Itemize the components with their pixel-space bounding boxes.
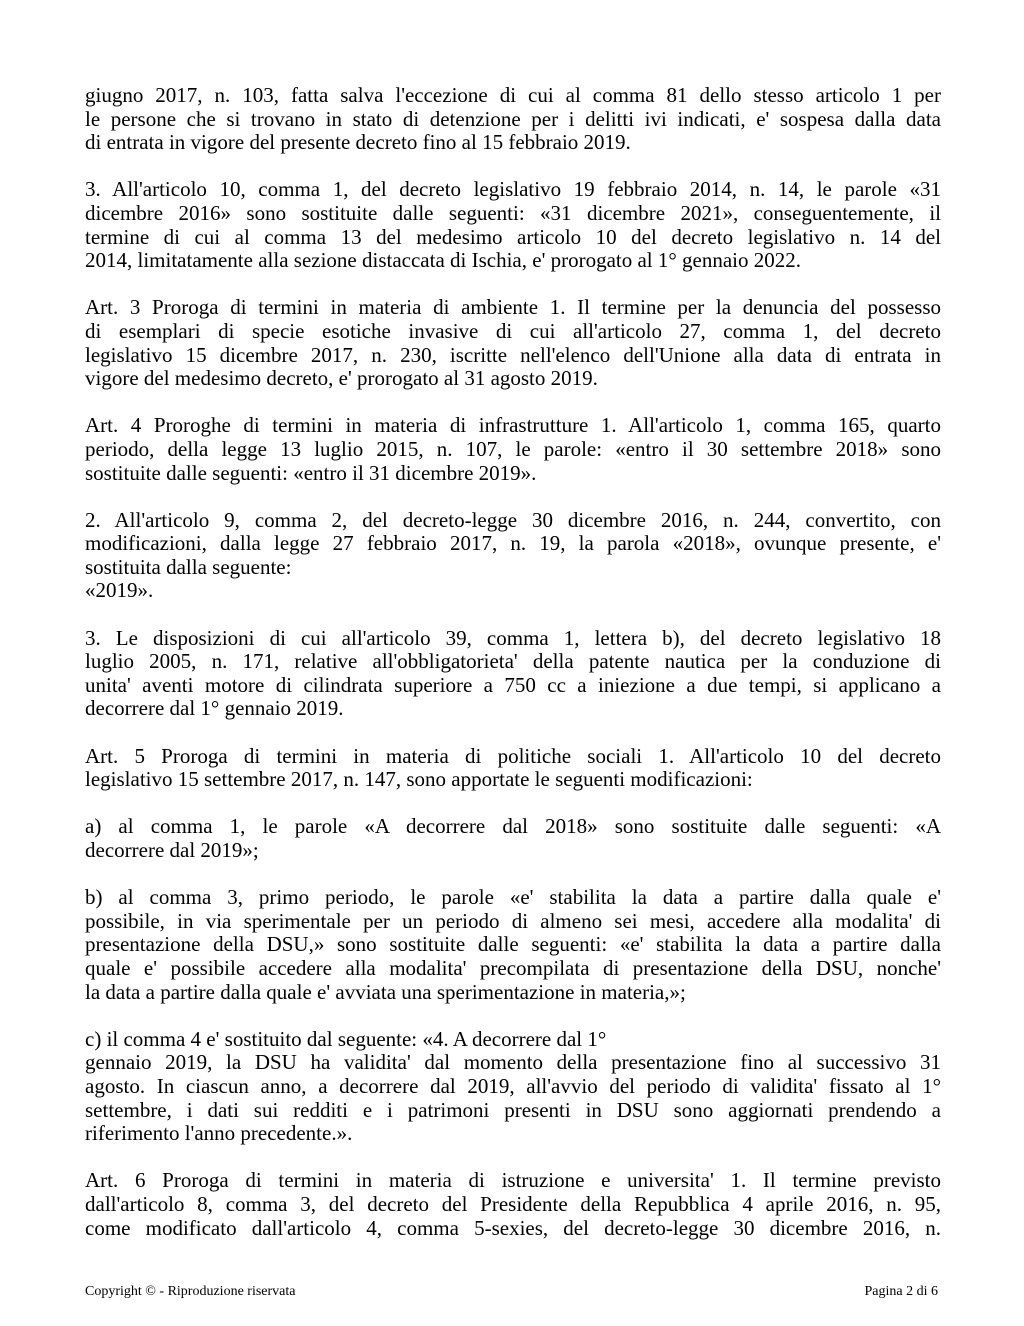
- text-line: decorrere dal 2019»;: [85, 838, 259, 862]
- text-line: come modificato dall'articolo 4, comma 5-sexies, del decreto-legge 30 dicembre 2016, n.: [85, 1215, 941, 1240]
- text-line: periodo, della legge 13 luglio 2015, n. 107, le parole: «entro il 30 settembre 2018» sono: [85, 436, 941, 461]
- paragraph-art4-comma3: [85, 627, 941, 721]
- text-line: c) il comma 4 e' sostituito dal seguente: «4. A decorrere dal 1°: [85, 1026, 607, 1051]
- text-line: decorrere dal 1° gennaio 2019.: [85, 696, 344, 721]
- paragraph-art5-letter-a: [85, 815, 941, 862]
- text-line: vigore del medesimo decreto, e' prorogato al 31 agosto 2019.: [85, 366, 598, 391]
- text-line: Art. 5 Proroga di termini in materia di politiche sociali 1. All'articolo 10 del decreto: [85, 743, 941, 768]
- text-line: la data a partire dalla quale e' avviata una sperimentazione in materia,»;: [85, 979, 686, 1004]
- text-line: 2. All'articolo 9, comma 2, del decreto-legge 30 dicembre 2016, n. 244, convertito, con: [85, 507, 941, 532]
- text-line: legislativo 15 dicembre 2017, n. 230, iscritte nell'elenco dell'Unione alla data di entrata in: [85, 342, 941, 367]
- paragraph-art5: [85, 745, 941, 792]
- text-line: le persone che si trovano in stato di detenzione per i delitti ivi indicati, e' sospesa dalla data: [85, 106, 941, 131]
- text-line: sostituita dalla seguente:: [85, 554, 292, 579]
- text-line: luglio 2005, n. 171, relative all'obbligatorieta' della patente nautica per la conduzione di: [85, 649, 941, 674]
- text-line: giugno 2017, n. 103, fatta salva l'eccezione di cui al comma 81 dello stesso articolo 1 per: [85, 83, 941, 107]
- text-line: Art. 3 Proroga di termini in materia di ambiente 1. Il termine per la denuncia del possesso: [85, 295, 941, 320]
- text-line: agosto. In ciascun anno, a decorrere dal 2019, all'avvio del periodo di validita' fissato al 1°: [85, 1073, 941, 1098]
- text-line: presentazione della DSU,» sono sostituite dalle seguenti: «e' stabilita la data a partire dalla: [85, 932, 941, 957]
- paragraph-art4: [85, 414, 941, 485]
- paragraph-art2-comma2-tail: [85, 84, 941, 155]
- text-line: possibile, in via sperimentale per un periodo di almeno sei mesi, accedere alla modalita' di: [85, 908, 941, 933]
- text-line: dall'articolo 8, comma 3, del decreto del Presidente della Repubblica 4 aprile 2016, n. 95,: [85, 1191, 941, 1216]
- text-line: settembre, i dati sui redditi e i patrimoni presenti in DSU sono aggiornati prendendo a: [85, 1097, 941, 1122]
- paragraph-art6: [85, 1169, 941, 1240]
- text-line: di entrata in vigore del presente decreto fino al 15 febbraio 2019.: [85, 130, 631, 155]
- paragraph-art3: [85, 296, 941, 390]
- text-line: riferimento l'anno precedente.».: [85, 1121, 353, 1146]
- text-line: di esemplari di specie esotiche invasive di cui all'articolo 27, comma 1, del decreto: [85, 318, 941, 343]
- paragraph-art2-comma3: [85, 178, 941, 272]
- text-line: a) al comma 1, le parole «A decorrere dal 2018» sono sostituite dalle seguenti: «A: [85, 814, 941, 839]
- paragraph-art5-letter-b: [85, 886, 941, 1004]
- text-line: legislativo 15 settembre 2017, n. 147, sono apportate le seguenti modificazioni:: [85, 767, 753, 792]
- text-line: gennaio 2019, la DSU ha validita' dal momento della presentazione fino al successivo 31: [85, 1050, 941, 1075]
- text-line: unita' aventi motore di cilindrata superiore a 750 cc a iniezione a due tempi, si applicano a: [85, 672, 941, 697]
- text-line: termine di cui al comma 13 del medesimo articolo 10 del decreto legislativo n. 14 del: [85, 224, 941, 249]
- paragraph-art5-letter-c: [85, 1028, 941, 1146]
- text-line: 3. All'articolo 10, comma 1, del decreto legislativo 19 febbraio 2014, n. 14, le parole «31: [85, 177, 941, 202]
- footer-page-number: Pagina 2 di 6: [864, 1284, 938, 1299]
- text-line: modificazioni, dalla legge 27 febbraio 2017, n. 19, la parola «2018», ovunque presente, e': [85, 531, 941, 556]
- text-line: b) al comma 3, primo periodo, le parole «e' stabilita la data a partire dalla quale e': [85, 885, 941, 910]
- text-line: 2014, limitatamente alla sezione distaccata di Ischia, e' prorogato al 1° gennaio 2022.: [85, 248, 802, 273]
- footer-copyright: Copyright © - Riproduzione riservata: [85, 1284, 296, 1299]
- document-body: [85, 84, 941, 1264]
- text-line: sostituite dalle seguenti: «entro il 31 dicembre 2019».: [85, 460, 537, 485]
- text-line: Art. 4 Proroghe di termini in materia di infrastrutture 1. All'articolo 1, comma 165, quarto: [85, 413, 941, 438]
- paragraph-art4-comma2: [85, 509, 941, 603]
- text-line: «2019».: [85, 578, 154, 603]
- text-line: 3. Le disposizioni di cui all'articolo 39, comma 1, lettera b), del decreto legislativo 18: [85, 625, 941, 650]
- text-line: Art. 6 Proroga di termini in materia di istruzione e universita' 1. Il termine previsto: [85, 1168, 941, 1193]
- text-line: quale e' possibile accedere alla modalita' precompilata di presentazione della DSU, nonche': [85, 955, 941, 980]
- text-line: dicembre 2016» sono sostituite dalle seguenti: «31 dicembre 2021», conseguentemente, il: [85, 200, 941, 225]
